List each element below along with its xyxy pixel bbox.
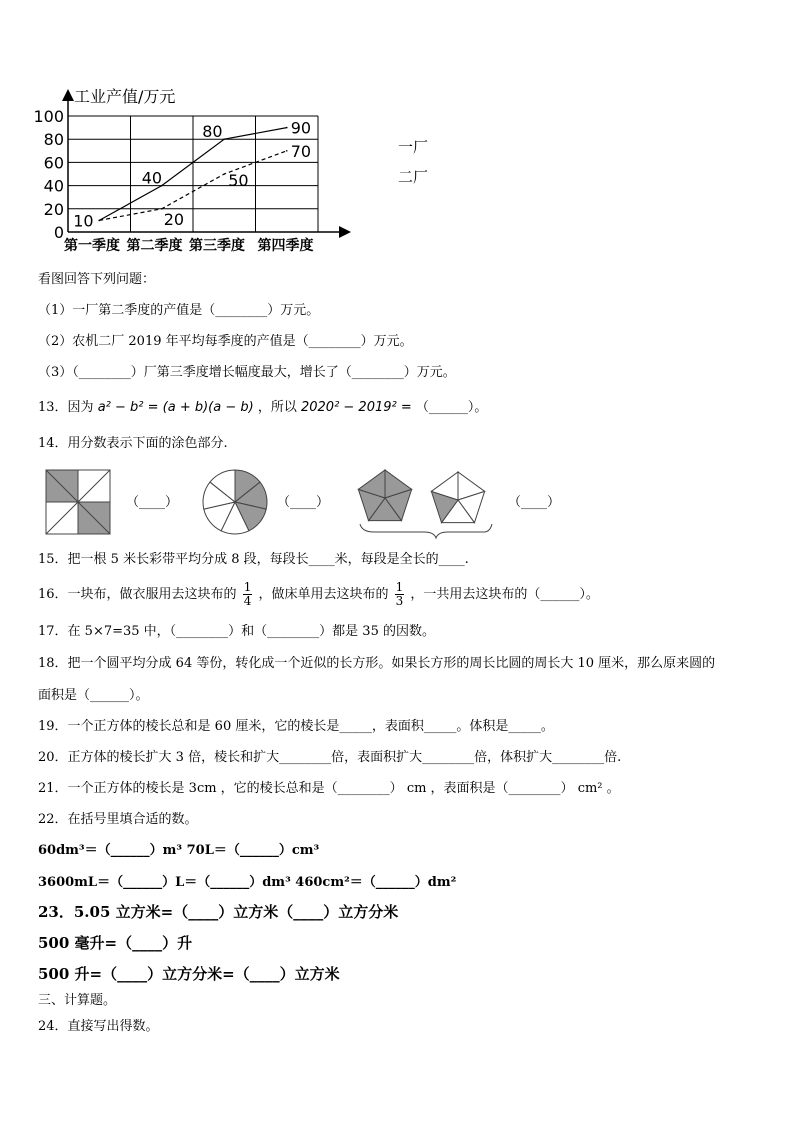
q13-formula2: 2020² − 2019² =	[300, 400, 412, 415]
question-23-a: 23．5.05 立方米=（____）立方米（____）立方分米	[38, 903, 399, 921]
question-20: 20．正方体的棱长扩大 3 倍，棱长和扩大________倍，表面积扩大________倍，体积扩大________倍.	[38, 750, 622, 765]
data-point	[98, 220, 100, 222]
question-23-c: 500 升=（____）立方分米=（____）立方米	[38, 965, 340, 983]
question-3: （3）（________）厂第三季度增长幅度最大，增长了（________）万元。	[38, 365, 456, 380]
question-22-row-b: 3600mL＝（______）L＝（______）dm³ 460cm²＝（______）dm²	[38, 875, 457, 890]
data-label: 50	[228, 171, 249, 190]
q14-figures-svg	[44, 468, 604, 538]
data-point	[286, 150, 288, 152]
chart-grid	[68, 116, 318, 232]
shaded-circle-figure	[203, 470, 267, 534]
data-point	[223, 173, 225, 175]
question-23-b: 500 毫升=（____）升	[38, 934, 193, 952]
q14-blank-3: （____）	[508, 495, 561, 510]
data-label: 70	[290, 141, 312, 161]
data-label: 20	[163, 209, 185, 229]
intro-text: 看图回答下列问题：	[38, 272, 156, 287]
chart-labels	[33, 87, 313, 254]
question-17: 17．在 5×7=35 中，（________）和（________）都是 35 的因数。	[38, 624, 435, 639]
q14-blank-1: （____）	[126, 495, 179, 510]
question-16	[38, 580, 599, 610]
q16-fraction-2	[395, 581, 405, 608]
q14-figures	[44, 468, 604, 538]
question-13	[38, 400, 487, 416]
data-label: 80	[202, 122, 223, 142]
question-18-line1: 18．把一个圆平均分成 64 等份，转化成一个近似的长方形。如果长方形的周长比圆的周长大 10 厘米，那么原来圆的	[38, 656, 716, 671]
q13-prefix: 13．因为	[38, 400, 94, 415]
question-18-line2: 面积是（______）。	[38, 688, 149, 703]
question-21: 21．一个正方体的棱长是 3cm ，它的棱长总和是（________） cm ，表面积是（________） cm² 。	[38, 781, 620, 796]
q16-fraction-1-den: 4	[243, 594, 252, 608]
y-tick-label: 100	[33, 107, 64, 126]
y-tick-label: 60	[43, 153, 64, 173]
q16-fraction-2-den: 3	[395, 594, 404, 608]
data-point	[223, 138, 225, 140]
y-tick-label: 0	[53, 223, 64, 242]
q16-fraction-1	[243, 581, 253, 608]
q16-text-c: ，一共用去这块布的（______）。	[410, 587, 599, 602]
q13-mid: ，所以	[257, 400, 297, 415]
data-point	[286, 127, 288, 129]
legend-factory1: 一厂	[398, 138, 429, 156]
data-label: 10	[73, 211, 94, 231]
data-label: 90	[290, 118, 312, 138]
y-tick-label: 40	[43, 176, 64, 196]
question-2: （2）农机二厂 2019 年平均每季度的产值是（________）万元。	[38, 334, 413, 349]
legend-factory2: 二厂	[398, 168, 429, 186]
q13-suffix: （______）。	[415, 400, 488, 415]
question-22-row-a: 60dm³＝（______）m³ 70L＝（______）cm³	[38, 843, 320, 858]
q16-text-b: ，做床单用去这块布的	[258, 587, 389, 602]
x-tick-label: 第二季度	[126, 238, 183, 254]
q16-text-a: 16．一块布，做衣服用去这块布的	[38, 587, 237, 602]
question-14: 14．用分数表示下面的涂色部分.	[38, 436, 228, 451]
y-tick-label: 20	[43, 199, 64, 219]
y-tick-label: 80	[43, 130, 64, 150]
q13-formula: a² − b² = (a + b)(a − b)	[97, 400, 254, 415]
y-axis-label: 工业产值/万元	[74, 87, 176, 106]
q16-fraction-1-num: 1	[243, 580, 252, 594]
data-point	[161, 208, 163, 210]
section-3-heading: 三、计算题。	[38, 993, 117, 1008]
question-22: 22．在括号里填合适的数。	[38, 812, 198, 827]
q14-blank-2: （____）	[277, 495, 330, 510]
shaded-pentagons-figure	[358, 470, 484, 523]
x-tick-label: 第三季度	[189, 238, 245, 254]
question-24: 24．直接写出得数。	[38, 1019, 159, 1034]
data-label: 40	[141, 168, 163, 188]
x-tick-label: 第四季度	[257, 238, 314, 254]
question-15: 15．把一根 5 米长彩带平均分成 8 段，每段长____米，每段是全长的____.	[38, 552, 469, 567]
shaded-square-figure	[46, 470, 110, 534]
question-1: （1）一厂第二季度的产值是（________）万元。	[38, 303, 320, 318]
question-19: 19．一个正方体的棱长总和是 60 厘米，它的棱长是_____，表面积_____。体积是_____。	[38, 719, 554, 734]
q16-fraction-2-num: 1	[395, 580, 404, 594]
x-tick-label: 第一季度	[64, 238, 120, 254]
